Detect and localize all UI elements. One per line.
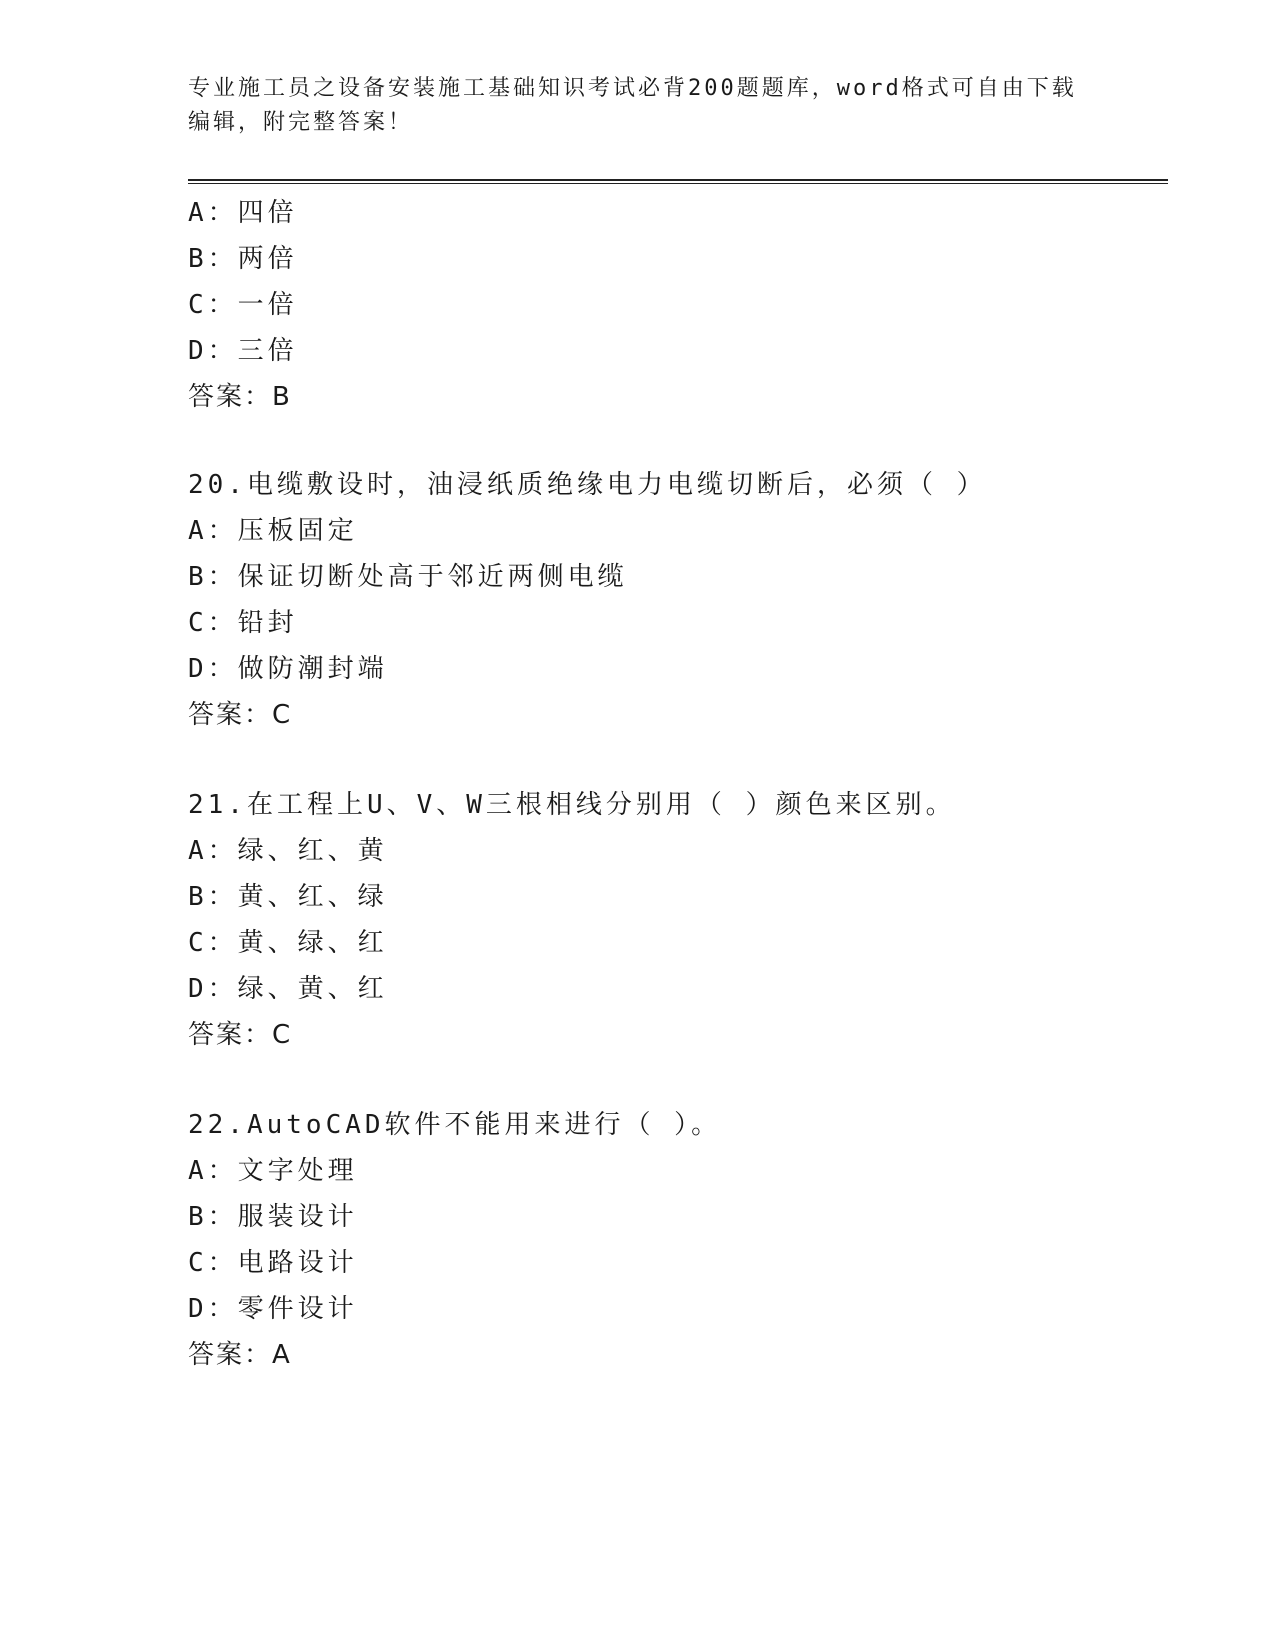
option-c: C：电路设计 [188, 1248, 358, 1278]
answer-line: 答案：C [188, 700, 293, 730]
answer-line: 答案：B [188, 382, 292, 412]
question-list [188, 190, 1168, 1378]
question-19-continuation [188, 190, 1168, 420]
answer-line: 答案：A [188, 1340, 292, 1370]
option-d: D：绿、黄、红 [188, 974, 388, 1004]
option-c: C：铅封 [188, 608, 298, 638]
question-stem: 21.在工程上U、V、W三根相线分别用（ ）颜色来区别。 [188, 790, 956, 820]
option-d: D：做防潮封端 [188, 654, 388, 684]
option-d: D：零件设计 [188, 1294, 358, 1324]
option-a: A：压板固定 [188, 516, 358, 546]
option-a: A：四倍 [188, 198, 298, 228]
option-a: A：文字处理 [188, 1156, 358, 1186]
question-20 [188, 462, 1168, 738]
document-header [188, 72, 1088, 140]
option-b: B：黄、红、绿 [188, 882, 388, 912]
question-stem: 20.电缆敷设时，油浸纸质绝缘电力电缆切断后，必须（ ） [188, 470, 987, 500]
answer-line: 答案：C [188, 1020, 293, 1050]
question-22 [188, 1102, 1168, 1378]
question-stem: 22.AutoCAD软件不能用来进行（ ）。 [188, 1110, 722, 1140]
header-divider [188, 179, 1168, 184]
header-line-2: 编辑，附完整答案！ [188, 110, 414, 135]
option-c: C：一倍 [188, 290, 298, 320]
option-b: B：服装设计 [188, 1202, 358, 1232]
option-b: B：保证切断处高于邻近两侧电缆 [188, 562, 628, 592]
option-c: C：黄、绿、红 [188, 928, 388, 958]
option-a: A：绿、红、黄 [188, 836, 388, 866]
question-21 [188, 782, 1168, 1058]
option-d: D：三倍 [188, 336, 298, 366]
header-line-1: 专业施工员之设备安装施工基础知识考试必背200题题库，word格式可自由下载 [188, 76, 1077, 101]
option-b: B：两倍 [188, 244, 298, 274]
